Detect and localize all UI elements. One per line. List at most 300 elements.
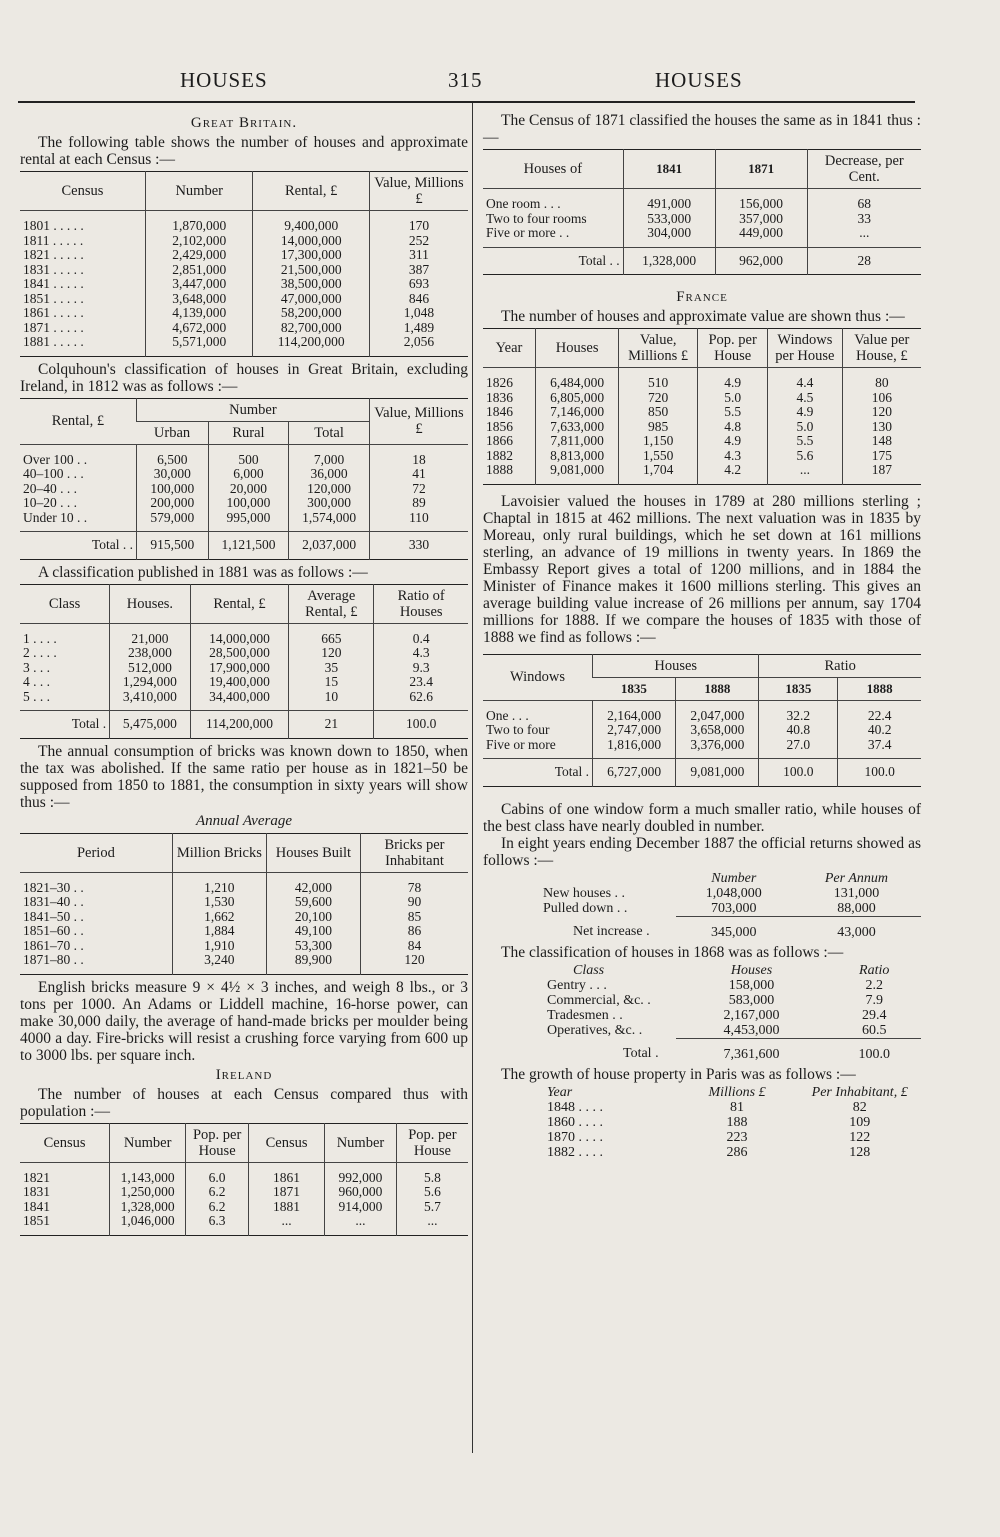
- table-cell: 59,600: [266, 895, 360, 910]
- colquhoun-intro: Colquhoun's classification of houses in Great Britain, excluding Ireland, in 1812 was as follows :—: [20, 360, 468, 395]
- list-item: [483, 993, 921, 1008]
- table-row: [20, 306, 468, 321]
- table-cell: 1846: [486, 404, 513, 419]
- table-cell: 5,571,000: [145, 335, 253, 356]
- table-cell: 100.0: [374, 711, 468, 739]
- table-cell: 6.2: [186, 1185, 249, 1200]
- table-cell: 1860 . . . .: [547, 1114, 603, 1130]
- table-cell: 1861: [248, 1162, 324, 1185]
- table-cell: Total .: [20, 711, 110, 739]
- table-cell: 2,747,000: [593, 723, 676, 738]
- gb-intro: The following table shows the number of houses and approximate rental at each Census :—: [20, 134, 468, 168]
- table-cell: Commercial, &c. .: [547, 992, 651, 1008]
- table-cell: 170: [369, 211, 468, 234]
- returns-list: [483, 871, 921, 940]
- table-cell: 3,648,000: [145, 292, 253, 307]
- table-cell: Five or more: [486, 736, 556, 752]
- table-cell: 4.9: [768, 405, 842, 420]
- colquhoun-table: [20, 398, 468, 560]
- table-cell: 120: [360, 953, 468, 974]
- table-cell: 62.6: [374, 690, 468, 711]
- col-header: Class: [20, 584, 110, 623]
- table-cell: 47,000,000: [253, 292, 369, 307]
- table-cell: Total .: [483, 759, 593, 787]
- table-cell: 962,000: [715, 247, 807, 275]
- table-cell: 1,574,000: [289, 511, 370, 532]
- table-cell: 1866: [486, 433, 513, 448]
- table-cell: 1,328,000: [110, 1200, 186, 1215]
- table-cell: 512,000: [110, 661, 191, 676]
- table-row: [20, 263, 468, 278]
- c1868-intro: The classification of houses in 1868 was as follows :—: [501, 943, 844, 961]
- table-cell: 4.4: [768, 368, 842, 391]
- table-row: [20, 248, 468, 263]
- table-cell: Gentry . . .: [547, 977, 607, 993]
- table-cell: 5.6: [768, 449, 842, 464]
- table-cell: 846: [369, 292, 468, 307]
- left-column: [20, 112, 468, 1240]
- table-cell: 1,048: [369, 306, 468, 321]
- table-cell: 5.0: [698, 391, 768, 406]
- col-header: Windows per House: [768, 329, 842, 368]
- table-cell: 1,143,000: [110, 1162, 186, 1185]
- col-header: 1888: [676, 677, 759, 700]
- table-cell: 100.0: [759, 759, 838, 787]
- table-cell: 21,000: [110, 623, 191, 646]
- col-header: 1888: [838, 677, 921, 700]
- table-cell: 387: [369, 263, 468, 278]
- table-cell: 88,000: [837, 900, 876, 916]
- col-header: Year: [547, 1084, 573, 1100]
- table-cell: 533,000: [623, 212, 715, 227]
- table-cell: 1,046,000: [110, 1214, 186, 1235]
- table-cell: 4.2: [698, 463, 768, 484]
- table-cell: 330: [369, 532, 468, 560]
- table-cell: 8,813,000: [536, 449, 619, 464]
- table-cell: 1,210: [172, 872, 266, 895]
- table-cell: 3,447,000: [145, 277, 253, 292]
- table-cell: 131,000: [833, 885, 880, 901]
- table-cell: 1,294,000: [110, 675, 191, 690]
- table-cell: 100,000: [208, 496, 289, 511]
- table-cell: Tradesmen . .: [547, 1007, 623, 1023]
- table-cell: 583,000: [728, 992, 775, 1008]
- table-cell: 148: [842, 434, 921, 449]
- table-cell: 1801 . . . . .: [23, 218, 84, 233]
- table-row: [483, 463, 921, 484]
- table-cell: 40.2: [838, 723, 921, 738]
- table-cell: 36,000: [289, 467, 370, 482]
- col-header: Windows: [483, 654, 593, 700]
- col-header: 1835: [759, 677, 838, 700]
- col-header: Rental, £: [253, 172, 369, 211]
- table-cell: One . . .: [486, 707, 529, 723]
- table-cell: 5.8: [396, 1162, 468, 1185]
- table-cell: 2,102,000: [145, 234, 253, 249]
- total-row: [20, 532, 468, 560]
- table-cell: 5.6: [396, 1185, 468, 1200]
- table-row: [20, 924, 468, 939]
- table-cell: 1836: [486, 389, 513, 405]
- table-cell: [483, 871, 676, 886]
- table-cell: 23.4: [374, 675, 468, 690]
- table-cell: 38,500,000: [253, 277, 369, 292]
- table-cell: 449,000: [715, 226, 807, 247]
- table-cell: 914,000: [325, 1200, 397, 1215]
- table-cell: 1,884: [172, 924, 266, 939]
- table-cell: 1882: [486, 447, 513, 463]
- table-cell: 19,400,000: [190, 675, 289, 690]
- list-item: [483, 1130, 921, 1145]
- table-cell: 20–40 . . .: [23, 480, 77, 496]
- table-cell: 1881 . . . . .: [23, 334, 84, 349]
- table-cell: 995,000: [208, 511, 289, 532]
- table-cell: 41: [369, 467, 468, 482]
- table-cell: 2,037,000: [289, 532, 370, 560]
- col-header: Value per House, £: [842, 329, 921, 368]
- table-cell: 80: [842, 368, 921, 391]
- table-cell: 110: [369, 511, 468, 532]
- table-row: [20, 321, 468, 336]
- table-cell: 68: [807, 189, 921, 212]
- column-divider: [472, 103, 473, 1453]
- table-cell: 4,672,000: [145, 321, 253, 336]
- table-cell: 33: [807, 212, 921, 227]
- list-item: [483, 1100, 921, 1115]
- table-cell: 286: [726, 1144, 748, 1160]
- col-header: Number: [145, 172, 253, 211]
- classification-1868-list: [483, 963, 921, 1062]
- table-cell: 82,700,000: [253, 321, 369, 336]
- col-header: Rental, £: [20, 398, 136, 444]
- table-cell: 78: [360, 872, 468, 895]
- table-cell: 20,100: [266, 910, 360, 925]
- table-cell: 3,410,000: [110, 690, 191, 711]
- table-cell: Two to four: [486, 722, 550, 737]
- table-cell: 1,489: [369, 321, 468, 336]
- table-cell: 22.4: [838, 700, 921, 723]
- table-cell: 122: [849, 1129, 871, 1145]
- table-cell: 9,081,000: [676, 759, 759, 787]
- table-cell: 491,000: [623, 189, 715, 212]
- table-cell: 960,000: [325, 1185, 397, 1200]
- table-cell: 1871–80 . .: [23, 952, 84, 967]
- table-cell: 6,000: [208, 467, 289, 482]
- table-cell: 18: [369, 444, 468, 467]
- table-cell: 1841–50 . .: [23, 908, 84, 924]
- windows-paragraph: Cabins of one window form a much smaller ratio, while houses of the best class have nearly doubled in number.: [483, 800, 921, 835]
- table-row: [20, 511, 468, 532]
- table-cell: 35: [289, 661, 374, 676]
- col-header: Value, Millions £: [619, 329, 698, 368]
- table-cell: 72: [369, 482, 468, 497]
- table-cell: 128: [849, 1144, 871, 1160]
- table-cell: 85: [360, 910, 468, 925]
- table-cell: 3 . . .: [23, 659, 50, 675]
- table-cell: 158,000: [728, 977, 775, 993]
- table-cell: 21,500,000: [253, 263, 369, 278]
- col-header: 1835: [593, 677, 676, 700]
- table-cell: 7.9: [865, 992, 883, 1008]
- table-cell: ...: [807, 226, 921, 247]
- table-cell: 1,550: [619, 449, 698, 464]
- table-cell: 9.3: [374, 661, 468, 676]
- windows-table: [483, 654, 921, 787]
- running-head-right: HOUSES: [655, 68, 743, 92]
- table-row: [20, 623, 468, 646]
- returns-intro: In eight years ending December 1887 the official returns showed as follows :—: [483, 834, 921, 869]
- table-cell: 120: [842, 405, 921, 420]
- table-cell: 1831: [23, 1184, 50, 1199]
- table-cell: 1888: [486, 462, 513, 477]
- page-number: 315: [448, 68, 483, 92]
- table-cell: 1821: [23, 1169, 50, 1185]
- table-cell: 1,530: [172, 895, 266, 910]
- table-cell: 114,200,000: [253, 335, 369, 356]
- table-cell: 100.0: [838, 759, 921, 787]
- table-cell: 1821–30 . .: [23, 879, 84, 895]
- table-cell: 1851: [23, 1213, 50, 1228]
- table-cell: 30,000: [136, 467, 208, 482]
- running-head-left: HOUSES: [180, 68, 268, 92]
- table-cell: 21: [289, 711, 374, 739]
- table-cell: 4.3: [698, 449, 768, 464]
- table-cell: 89: [369, 496, 468, 511]
- col-header: Rural: [208, 421, 289, 444]
- col-header: 1871: [715, 150, 807, 189]
- table-cell: 1,662: [172, 910, 266, 925]
- table-cell: 311: [369, 248, 468, 263]
- col-header: Year: [483, 329, 536, 368]
- table-row: [20, 646, 468, 661]
- table-cell: Total .: [623, 1046, 659, 1062]
- table-row: [20, 953, 468, 974]
- table-cell: Two to four rooms: [486, 210, 587, 226]
- table-cell: 1841: [23, 1198, 50, 1214]
- table-cell: 1881: [248, 1200, 324, 1215]
- table-cell: 90: [360, 895, 468, 910]
- table-row: [483, 738, 921, 759]
- ireland-intro: The number of houses at each Census compared thus with population :—: [20, 1085, 468, 1120]
- table-row: [20, 1214, 468, 1235]
- table-cell: 175: [842, 449, 921, 464]
- france-intro: The number of houses and approximate value are shown thus :—: [501, 308, 905, 325]
- table-cell: 1848 . . . .: [547, 1099, 603, 1115]
- col-header: Houses: [730, 962, 773, 978]
- right-column: [483, 112, 921, 1162]
- table-cell: 5.0: [768, 420, 842, 435]
- table-cell: 1 . . . .: [23, 630, 57, 646]
- total-row: [483, 1038, 921, 1062]
- table-cell: 4.3: [374, 646, 468, 661]
- col-header: Pop. per House: [396, 1123, 468, 1162]
- table-row: [483, 368, 921, 391]
- table-cell: 200,000: [136, 496, 208, 511]
- table-cell: 34,400,000: [190, 690, 289, 711]
- table-row: [20, 335, 468, 356]
- col-header: Census: [20, 1123, 110, 1162]
- c1881-intro: A classification published in 1881 was as follows :—: [38, 563, 368, 581]
- table-cell: 120: [289, 646, 374, 661]
- table-cell: 1841 . . . . .: [23, 276, 84, 291]
- table-cell: 81: [730, 1099, 745, 1115]
- table-cell: 1821 . . . . .: [23, 247, 84, 262]
- table-cell: ...: [248, 1214, 324, 1235]
- paris-intro: The growth of house property in Paris was as follows :—: [501, 1065, 856, 1083]
- table-cell: 992,000: [325, 1162, 397, 1185]
- table-cell: 0.4: [374, 623, 468, 646]
- table-cell: 4.5: [768, 391, 842, 406]
- table-cell: 510: [619, 368, 698, 391]
- table-cell: 20,000: [208, 482, 289, 497]
- table-cell: ...: [396, 1214, 468, 1235]
- section-title-ireland: Ireland: [215, 1066, 273, 1083]
- col-header: Houses: [536, 329, 619, 368]
- table-cell: 10: [289, 690, 374, 711]
- table-cell: 7,361,600: [676, 1038, 828, 1062]
- total-row: [483, 759, 921, 787]
- table-cell: 187: [842, 463, 921, 484]
- table-cell: 1,150: [619, 434, 698, 449]
- table-cell: 1871: [248, 1185, 324, 1200]
- table-cell: 4,453,000: [723, 1022, 780, 1038]
- col-header: Census: [248, 1123, 324, 1162]
- table-cell: 84: [360, 939, 468, 954]
- table-row: [20, 467, 468, 482]
- table-row: [483, 405, 921, 420]
- table-cell: 2,047,000: [676, 700, 759, 723]
- table-cell: 15: [289, 675, 374, 690]
- table-cell: 1851–60 . .: [23, 923, 84, 938]
- table-cell: 665: [289, 623, 374, 646]
- col-header: Period: [20, 833, 172, 872]
- table-cell: 1,816,000: [593, 738, 676, 759]
- table-cell: 1871 . . . . .: [23, 319, 84, 335]
- gb-census-table: [20, 171, 468, 357]
- table-cell: 1882 . . . .: [547, 1144, 603, 1160]
- list-item: [483, 1115, 921, 1130]
- table-cell: 6.2: [186, 1200, 249, 1215]
- table-cell: ...: [325, 1214, 397, 1235]
- paris-list: [483, 1085, 921, 1160]
- table-cell: 114,200,000: [190, 711, 289, 739]
- table-cell: 1,250,000: [110, 1185, 186, 1200]
- table-cell: 27.0: [759, 738, 838, 759]
- table-cell: 1,048,000: [705, 885, 762, 901]
- table-cell: 720: [619, 391, 698, 406]
- table-cell: 40.8: [759, 723, 838, 738]
- col-header: Houses.: [110, 584, 191, 623]
- table-cell: 2,056: [369, 335, 468, 356]
- table-row: [483, 189, 921, 212]
- col-header: Per Inhabitant, £: [811, 1084, 908, 1100]
- table-row: [20, 910, 468, 925]
- header-rule: [18, 101, 915, 103]
- table-cell: 693: [369, 277, 468, 292]
- table-row: [20, 496, 468, 511]
- table-row: [483, 420, 921, 435]
- list-item: [483, 978, 921, 993]
- table-cell: 86: [360, 924, 468, 939]
- table-cell: 2,167,000: [723, 1007, 780, 1023]
- table-cell: 49,100: [266, 924, 360, 939]
- list-item: [483, 1145, 921, 1160]
- col-header: Millions £: [708, 1084, 766, 1100]
- table-cell: 6,500: [136, 444, 208, 467]
- table-cell: 5.5: [768, 434, 842, 449]
- col-header: Ratio: [859, 962, 890, 978]
- table-cell: 1,328,000: [623, 247, 715, 275]
- table-cell: Five or more . .: [486, 225, 570, 240]
- table-cell: 188: [726, 1114, 748, 1130]
- table-cell: 357,000: [715, 212, 807, 227]
- col-header: Per Annum: [824, 870, 888, 886]
- table-cell: 5,475,000: [110, 711, 191, 739]
- list-item: [483, 1023, 921, 1039]
- table-cell: 109: [849, 1114, 871, 1130]
- table-cell: 6.3: [186, 1214, 249, 1235]
- table-cell: 1851 . . . . .: [23, 290, 84, 306]
- table-cell: 3,376,000: [676, 738, 759, 759]
- table-cell: Under 10 . .: [23, 509, 88, 525]
- table-row: [20, 895, 468, 910]
- table-row: [20, 482, 468, 497]
- table-cell: 9,400,000: [253, 211, 369, 234]
- table-cell: 2,429,000: [145, 248, 253, 263]
- table-cell: 120,000: [289, 482, 370, 497]
- table-cell: 6,805,000: [536, 391, 619, 406]
- table-cell: 130: [842, 420, 921, 435]
- table-cell: 1,870,000: [145, 211, 253, 234]
- table-cell: 579,000: [136, 511, 208, 532]
- table-cell: 43,000: [792, 916, 921, 940]
- table-cell: Operatives, &c. .: [547, 1022, 643, 1038]
- france-paragraph: Lavoisier valued the houses in 1789 at 280 millions sterling ; Chaptal in 1815 at 462 millions. The next valuation was in 1835 by Moreau, only rural buildings, which he set down at 161 millions sterling, an advance of 19 millions in twenty years. In 1869 the Embassy Report gives a total of 1200 millions, and in 1884 the Minister of Finance makes it 1600 millions sterling. This gives an average building value increase of 26 millions per annum, say 1704 millions for 1888. If we compare the houses of 1835 with those of 1888 we find as follows :—: [483, 492, 921, 646]
- table-cell: 1831–40 . .: [23, 894, 84, 909]
- table-cell: 238,000: [110, 646, 191, 661]
- table-cell: 28,500,000: [190, 646, 289, 661]
- table-row: [20, 1162, 468, 1185]
- table-cell: 5.5: [698, 405, 768, 420]
- table-row: [20, 939, 468, 954]
- table-row: [20, 234, 468, 249]
- table-cell: 6,484,000: [536, 368, 619, 391]
- table-cell: 1870 . . . .: [547, 1129, 603, 1145]
- col-header: Class: [573, 962, 605, 978]
- table-cell: 7,633,000: [536, 420, 619, 435]
- table-cell: 500: [208, 444, 289, 467]
- table-row: [483, 723, 921, 738]
- table-cell: 703,000: [711, 900, 757, 916]
- table-row: [483, 700, 921, 723]
- col-header: Houses Built: [266, 833, 360, 872]
- table-cell: One room . . .: [486, 196, 561, 211]
- table-cell: 1826: [486, 375, 513, 390]
- table-cell: New houses . .: [543, 885, 626, 901]
- table-cell: 10–20 . . .: [23, 495, 77, 510]
- ireland-table: [20, 1123, 468, 1236]
- total-row: [483, 916, 921, 940]
- table-cell: ...: [768, 463, 842, 484]
- table-cell: 28: [807, 247, 921, 275]
- section-title-france: France: [676, 289, 728, 305]
- table-cell: 985: [619, 420, 698, 435]
- table-cell: 106: [842, 391, 921, 406]
- table-cell: 17,300,000: [253, 248, 369, 263]
- col-header: Number: [711, 870, 757, 886]
- table-cell: Net increase .: [573, 924, 650, 940]
- table-cell: 40–100 . . .: [23, 466, 84, 481]
